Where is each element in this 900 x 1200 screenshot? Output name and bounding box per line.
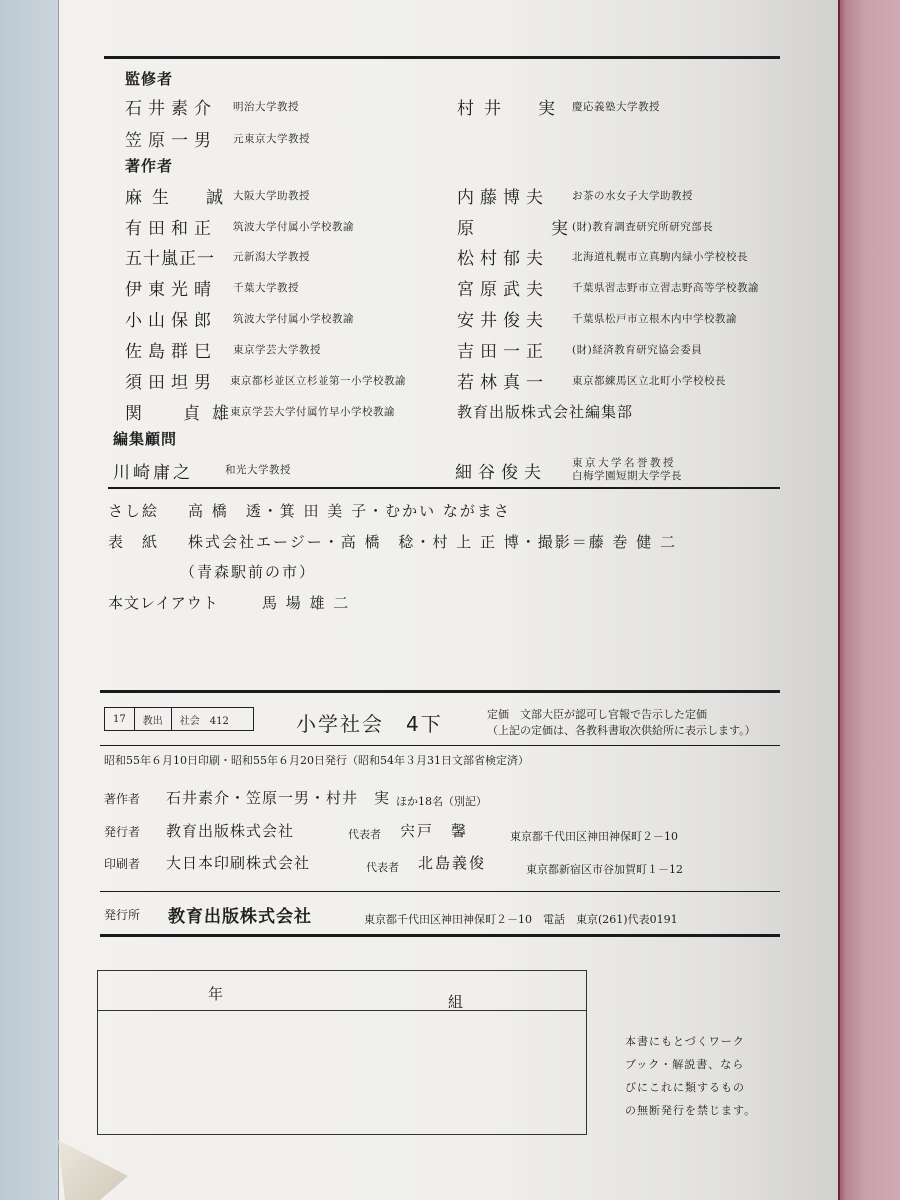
cover-label: 表 紙 — [108, 533, 160, 551]
author-affiliation: 千葉県松戸市立根木内中学校教諭 — [572, 313, 737, 325]
supervisor-affiliation: 慶応義塾大学教授 — [572, 101, 660, 113]
author-affiliation: 大阪大学助教授 — [233, 190, 310, 202]
author-affiliation: 筑波大学付属小学校教諭 — [233, 313, 354, 325]
author-label: 著作者 — [104, 792, 141, 806]
author-affiliation: お茶の水女子大学助教授 — [572, 190, 693, 202]
notice-line: 本書にもとづくワーク — [625, 1035, 745, 1048]
author-name: 小山保郎 — [125, 311, 217, 331]
publisher-divider — [100, 891, 780, 892]
cover-caption: （青森駅前の市） — [180, 563, 317, 581]
print-dates: 昭和55年６月10日印刷・昭和55年６月20日発行（昭和54年３月31日文部省検定済） — [104, 754, 529, 767]
printer-label: 印刷者 — [104, 857, 141, 871]
author-affiliation: (財)経済教育研究協会委員 — [572, 344, 703, 356]
book-cover-edge — [836, 0, 900, 1200]
author-name: 須田坦男 — [125, 373, 217, 393]
author-name: 松村郁夫 — [457, 249, 549, 269]
author-name: 伊東光晴 — [125, 280, 217, 300]
advisor-affiliation: 和光大学教授 — [225, 464, 291, 476]
author-name: 若林真一 — [457, 373, 549, 393]
book-info-top-rule — [100, 690, 780, 693]
author-affiliation: 東京学芸大学付属竹早小学校教諭 — [230, 406, 395, 418]
name-box-header-row — [98, 971, 586, 1011]
publisher-value: 教育出版株式会社 — [166, 822, 295, 840]
code-cell: 教出 — [135, 708, 172, 730]
author-name: 佐島群巳 — [125, 342, 217, 362]
reproduction-notice — [625, 1030, 756, 1122]
price-line-1: 定価 文部大臣が認可し官報で告示した定価 — [487, 708, 707, 721]
author-name: 原 実 — [457, 219, 598, 239]
printer-rep-label: 代表者 — [366, 861, 399, 874]
book-info-divider — [100, 745, 780, 746]
author-affiliation: (財)教育調査研究所研究部長 — [572, 221, 714, 233]
author-name: 麻生 誠 — [125, 188, 233, 208]
notice-line: ブック・解説書、なら — [625, 1058, 745, 1071]
author-suffix: ほか18名（別記） — [396, 795, 487, 808]
book-info-bottom-rule — [100, 934, 780, 937]
printer-rep: 北島義俊 — [418, 854, 487, 872]
author-affiliation: 筑波大学付属小学校教諭 — [233, 221, 354, 233]
class-label: 組 — [448, 993, 464, 1011]
top-rule — [104, 56, 780, 59]
illustrations-value: 高 橋 透・箕 田 美 子・むかい ながまさ — [188, 502, 511, 520]
supervisor-name: 石井素介 — [125, 99, 217, 119]
publisher-label: 発行者 — [104, 825, 141, 839]
printer-address: 東京都新宿区市谷加賀町１－12 — [526, 863, 683, 876]
printer-value: 大日本印刷株式会社 — [166, 854, 311, 872]
supervisor-affiliation: 明治大学教授 — [233, 101, 299, 113]
author-affiliation: 千葉県習志野市立習志野高等学校教諭 — [572, 282, 759, 294]
cover-value: 株式会社エージー・高 橋 稔・村 上 正 博・撮影＝藤 巻 健 二 — [188, 533, 678, 551]
year-label: 年 — [208, 985, 224, 1003]
office-value: 教育出版株式会社 — [168, 907, 312, 927]
supervisor-name: 村井 実 — [457, 99, 565, 119]
section-heading-advisors: 編集顧問 — [113, 430, 178, 448]
advisor-affiliation: 白梅学園短期大学学長 — [572, 470, 682, 482]
author-name: 五十嵐正一 — [125, 249, 215, 269]
author-name: 教育出版株式会社編集部 — [457, 403, 634, 421]
advisor-name: 細谷俊夫 — [455, 463, 547, 483]
author-name: 内藤博夫 — [457, 188, 549, 208]
illustrations-label: さし絵 — [108, 502, 160, 520]
layout-label: 本文レイアウト — [108, 594, 219, 612]
publisher-rep-label: 代表者 — [348, 828, 381, 841]
supervisor-name: 笠原一男 — [125, 131, 217, 151]
book-title: 小学社会 4下 — [296, 712, 443, 736]
author-affiliation: 東京都杉並区立杉並第一小学校教諭 — [230, 375, 406, 387]
advisor-name: 川崎庸之 — [113, 463, 193, 483]
section-divider — [108, 487, 780, 489]
layout-value: 馬 場 雄 二 — [262, 594, 351, 612]
notice-line: の無断発行を禁じます。 — [625, 1104, 757, 1117]
author-affiliation: 東京都練馬区立北町小学校校長 — [572, 375, 726, 387]
author-affiliation: 東京学芸大学教授 — [233, 344, 321, 356]
code-cell: 17 — [105, 708, 135, 730]
office-address: 東京都千代田区神田神保町２－10 電話 東京(261)代表0191 — [364, 913, 678, 926]
author-name: 関 貞雄 — [125, 404, 241, 424]
advisor-affiliation: 東京大学名誉教授 — [572, 457, 676, 469]
author-name: 有田和正 — [125, 219, 217, 239]
price-line-2: （上記の定価は、各教科書取次供給所に表示します。） — [487, 724, 756, 737]
author-affiliation: 千葉大学教授 — [233, 282, 299, 294]
notice-line: びにこれに類するもの — [625, 1081, 745, 1094]
author-affiliation: 北海道札幌市立真駒内緑小学校校長 — [572, 251, 748, 263]
author-value: 石井素介・笠原一男・村井 実 — [166, 789, 391, 807]
author-affiliation: 元新潟大学教授 — [233, 251, 310, 263]
publisher-rep: 宍戸 馨 — [400, 822, 469, 840]
name-entry-box — [97, 970, 587, 1135]
author-name: 吉田一正 — [457, 342, 549, 362]
publisher-address: 東京都千代田区神田神保町２－10 — [510, 830, 678, 843]
supervisor-affiliation: 元東京大学教授 — [233, 133, 310, 145]
section-heading-authors: 著作者 — [125, 157, 174, 175]
section-heading-supervisors: 監修者 — [125, 70, 174, 88]
author-name: 安井俊夫 — [457, 311, 549, 331]
author-name: 宮原武夫 — [457, 280, 549, 300]
office-label: 発行所 — [104, 908, 141, 922]
code-cell: 社会 412 — [179, 715, 229, 727]
textbook-code-box — [104, 707, 254, 731]
